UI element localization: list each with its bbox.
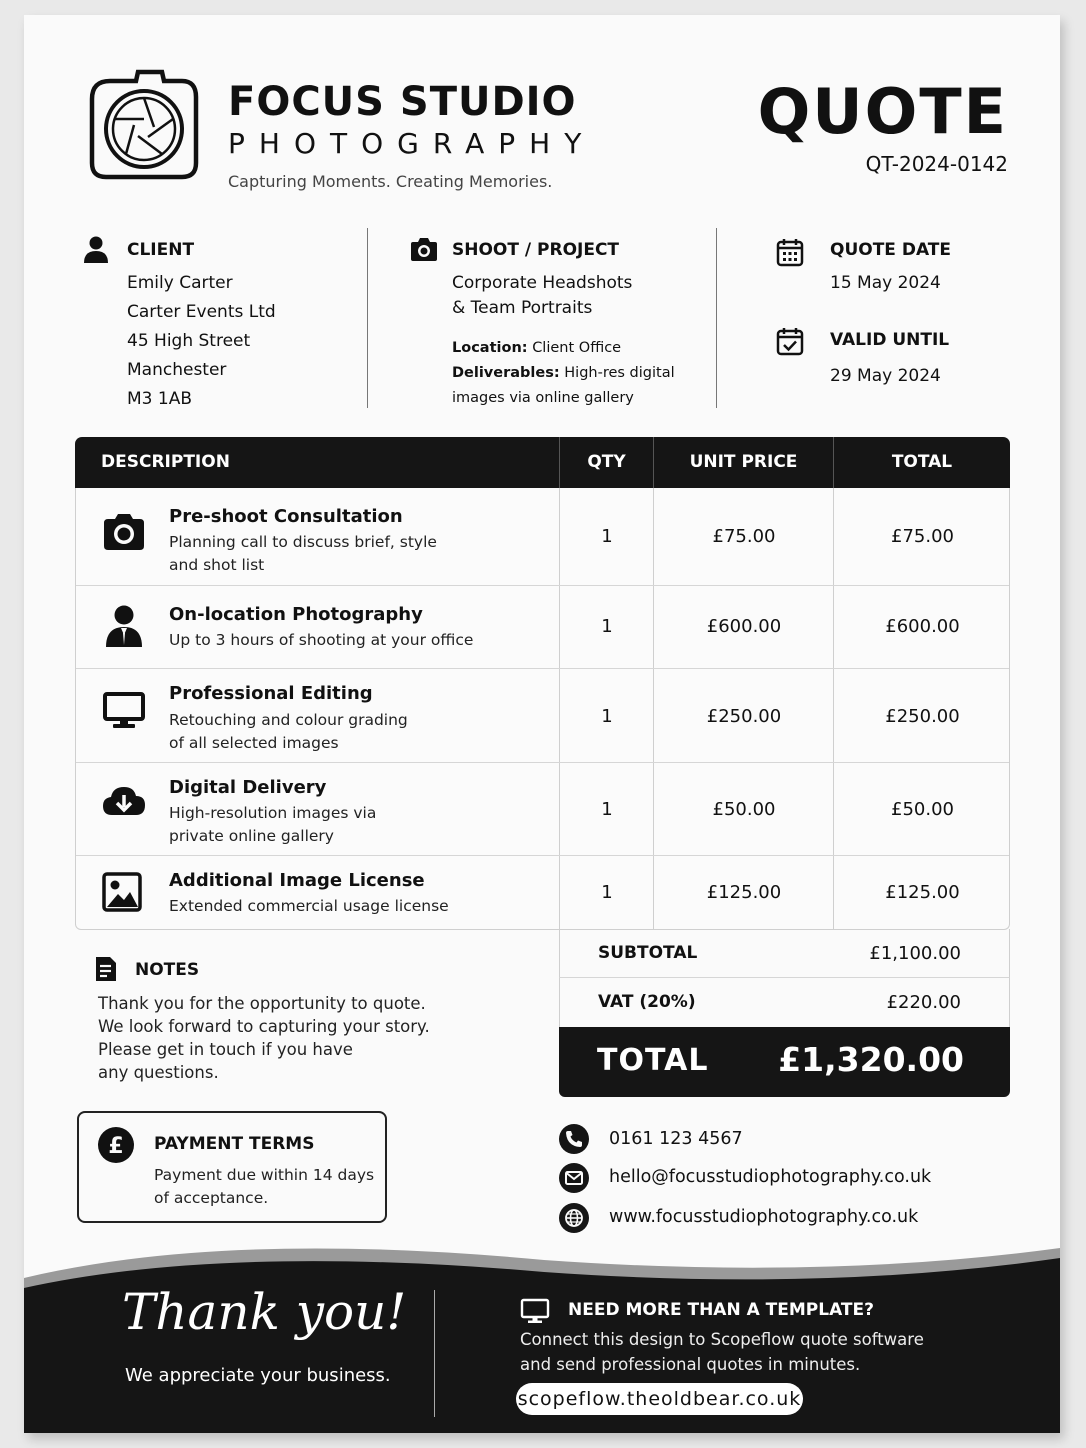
item-total: £125.00 <box>885 882 960 903</box>
table-row <box>76 586 1009 669</box>
table-body <box>75 488 1010 930</box>
svg-text:£: £ <box>108 1134 124 1159</box>
item-total: £50.00 <box>891 799 954 820</box>
client-postcode: M3 1AB <box>127 389 192 409</box>
item-qty: 1 <box>601 616 613 637</box>
item-description-line: and shot list <box>169 556 265 574</box>
appreciate-text: We appreciate your business. <box>125 1365 391 1386</box>
item-description <box>169 895 449 918</box>
item-unit-price: £250.00 <box>706 706 782 727</box>
item-description <box>169 629 473 652</box>
item-description-line: High-resolution images via <box>169 804 377 822</box>
person-icon <box>102 604 146 648</box>
client-street: 45 High Street <box>127 331 251 351</box>
quote-date: 15 May 2024 <box>830 273 941 293</box>
camera-icon <box>409 237 439 267</box>
valid-until-label: VALID UNTIL <box>830 330 950 350</box>
location-value: Client Office <box>532 340 622 356</box>
brand-name: FOCUS STUDIO <box>228 79 577 125</box>
project-heading: SHOOT / PROJECT <box>452 240 620 260</box>
pound-icon <box>98 1127 134 1167</box>
divider <box>716 228 717 408</box>
contact-website[interactable]: www.focusstudiophotography.co.uk <box>609 1207 919 1227</box>
grand-total-value: £1,320.00 <box>778 1040 964 1079</box>
client-name: Emily Carter <box>127 273 233 293</box>
payment-terms-line: of acceptance. <box>154 1189 269 1207</box>
deliverables-label: Deliverables: <box>452 365 560 381</box>
notes-text: Thank you for the opportunity to quote. We look forward to capturing your story. Please get in touch if you have any questions. <box>98 994 430 1082</box>
monitor-icon <box>520 1298 550 1328</box>
item-description-line: private online gallery <box>169 827 334 845</box>
item-title: Additional Image License <box>169 870 425 891</box>
item-title: Pre-shoot Consultation <box>169 506 403 527</box>
phone-icon <box>559 1124 589 1154</box>
column-header-qty: QTY <box>559 437 653 488</box>
quote-document <box>24 15 1060 1433</box>
notes-heading: NOTES <box>135 960 200 980</box>
thank-you-script: Thank you! <box>122 1283 407 1341</box>
project-details <box>452 336 675 411</box>
vat-row <box>559 978 1010 1027</box>
item-title: Digital Delivery <box>169 777 327 798</box>
brand-tagline: Capturing Moments. Creating Memories. <box>228 172 553 191</box>
deliverables-value: High-res digital <box>564 365 675 381</box>
subtotal-label: SUBTOTAL <box>598 943 698 963</box>
item-title: Professional Editing <box>169 683 373 704</box>
item-description-line: of all selected images <box>169 734 339 752</box>
payment-terms-text <box>154 1164 374 1210</box>
item-qty: 1 <box>601 706 613 727</box>
calendar-icon <box>776 237 804 271</box>
item-unit-price: £50.00 <box>712 799 776 820</box>
contact-email[interactable]: hello@focusstudiophotography.co.uk <box>609 1167 932 1187</box>
grand-total-label: TOTAL <box>597 1043 709 1078</box>
item-description <box>169 802 376 848</box>
quote-date-label: QUOTE DATE <box>830 240 951 260</box>
location-label: Location: <box>452 340 528 356</box>
footer-divider <box>434 1290 435 1417</box>
column-header-total: TOTAL <box>833 437 1010 488</box>
subtotal-row <box>559 929 1010 978</box>
promo-heading: NEED MORE THAN A TEMPLATE? <box>568 1300 874 1320</box>
item-description <box>169 531 437 577</box>
cloud-download-icon <box>102 783 146 827</box>
promo-text: Connect this design to Scopeflow quote software and send professional quotes in minutes. <box>520 1330 924 1374</box>
item-qty: 1 <box>601 882 613 903</box>
line-items-table <box>75 437 1010 930</box>
client-city: Manchester <box>127 360 227 380</box>
item-description-line: Up to 3 hours of shooting at your office <box>169 631 474 649</box>
divider <box>367 228 368 408</box>
promo-url-link[interactable]: scopeflow.theoldbear.co.uk <box>516 1383 803 1415</box>
document-title: QUOTE <box>757 75 1008 148</box>
deliverables-value: images via online gallery <box>452 390 634 406</box>
item-total: £600.00 <box>885 616 960 637</box>
item-total: £250.00 <box>885 706 960 727</box>
project-title <box>452 271 632 321</box>
item-title: On-location Photography <box>169 604 423 625</box>
grand-total-bar <box>559 1027 1010 1097</box>
table-header <box>75 437 1010 488</box>
calendar-check-icon <box>776 326 804 360</box>
vat-label: VAT (20%) <box>598 992 696 1012</box>
table-row <box>76 669 1009 763</box>
quote-number: QT-2024-0142 <box>865 152 1008 176</box>
client-company: Carter Events Ltd <box>127 302 276 322</box>
camera-icon <box>102 512 146 556</box>
client-heading: CLIENT <box>127 240 195 260</box>
item-total: £75.00 <box>891 526 954 547</box>
contact-phone[interactable]: 0161 123 4567 <box>609 1129 743 1149</box>
payment-terms-line: Payment due within 14 days <box>154 1166 375 1184</box>
table-row <box>76 488 1009 586</box>
client-address <box>127 269 276 414</box>
project-title-line: Corporate Headshots <box>452 273 633 293</box>
table-row <box>76 856 1009 929</box>
item-unit-price: £600.00 <box>706 616 782 637</box>
item-unit-price: £75.00 <box>712 526 776 547</box>
item-unit-price: £125.00 <box>706 882 782 903</box>
valid-until-date: 29 May 2024 <box>830 366 941 386</box>
payment-terms-heading: PAYMENT TERMS <box>154 1134 315 1154</box>
table-row <box>76 763 1009 856</box>
item-description-line: Retouching and colour grading <box>169 711 408 729</box>
globe-icon <box>559 1203 589 1233</box>
item-qty: 1 <box>601 526 613 547</box>
subtotal-value: £1,100.00 <box>869 943 961 964</box>
image-icon <box>102 872 146 916</box>
notes-icon <box>94 955 118 987</box>
monitor-icon <box>102 691 146 735</box>
vat-value: £220.00 <box>886 992 961 1013</box>
project-title-line: & Team Portraits <box>452 298 593 318</box>
person-icon <box>84 236 108 268</box>
email-icon <box>559 1163 589 1193</box>
item-description-line: Extended commercial usage license <box>169 897 449 915</box>
payment-terms-box <box>77 1111 387 1223</box>
item-description <box>169 709 408 755</box>
column-header-description: DESCRIPTION <box>101 452 230 472</box>
item-qty: 1 <box>601 799 613 820</box>
item-description-line: Planning call to discuss brief, style <box>169 533 437 551</box>
column-header-unit-price: UNIT PRICE <box>653 437 833 488</box>
camera-logo-icon <box>84 69 200 181</box>
brand-subtitle: PHOTOGRAPHY <box>228 127 596 160</box>
